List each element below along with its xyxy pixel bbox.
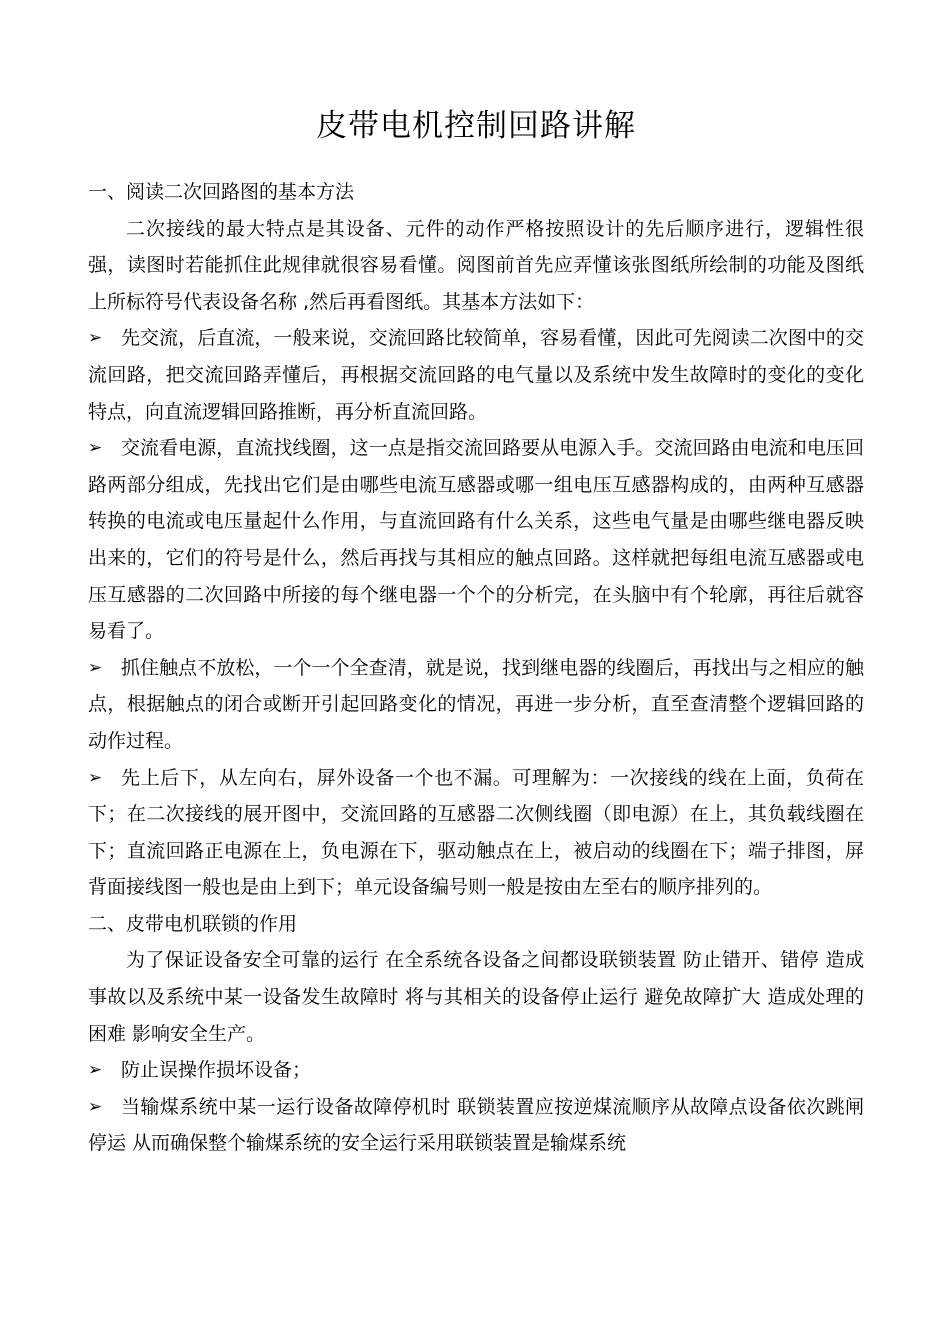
bullet-item: [88, 1052, 864, 1089]
section-heading: 二、皮带电机联锁的作用: [88, 912, 298, 935]
bullet-text: 先上后下，从左向右，屏外设备一个也不漏。可理解为：一次接线的线在上面，负荷在下；在二次接线的展开图中，交流回路的互感器二次侧线圈（即电源）在上，其负载线圈在下；直流回路正电源在上，负电源在下，驱动触点在上，被启动的线圈在下；端子排图，屏背面接线图一般也是由上到下；单元设备编号则一般是按由左至右的顺序排列的。: [88, 766, 864, 899]
bullet-item: [88, 1089, 864, 1162]
arrow-bullet-icon: ➢: [88, 657, 103, 678]
bullet-text: 防止误操作损坏设备；: [121, 1059, 312, 1082]
bullet-text: 交流看电源，直流找线圈，这一点是指交流回路要从电源入手。交流回路由电流和电压回路两部分组成，先找出它们是由哪些电流互感器或哪一组电压互感器构成的，由两种互感器转换的电流或电压量起什么作用，与直流回路有什么关系，这些电气量是由哪些继电器反映出来的，它们的符号是什么，然后再找与其相应的触点回路。这样就把每组电流互感器或电压互感器的二次回路中所接的每个继电器一个个的分析完，在头脑中有个轮廓，再往后就容易看了。: [88, 437, 864, 643]
section-heading: 一、阅读二次回路图的基本方法: [88, 181, 355, 203]
bullet-item: [88, 650, 864, 760]
document-title: 皮带电机控制回路讲解: [316, 108, 636, 144]
bullet-text: 先交流，后直流，一般来说，交流回路比较简单，容易看懂，因此可先阅读二次图中的交流回路，把交流回路弄懂后，再根据交流回路的电气量以及系统中发生故障时的变化的变化特点，向直流逻辑回路推断，再分析直流回路。: [88, 327, 864, 423]
arrow-bullet-icon: ➢: [88, 328, 103, 349]
section-2: [88, 906, 864, 1162]
section-1: [88, 174, 864, 906]
bullet-text: 当输煤系统中某一运行设备故障停机时 联锁装置应按逆煤流顺序从故障点设备依次跳闸停运 从而确保整个输煤系统的安全运行采用联锁装置是输煤系统: [88, 1095, 864, 1155]
arrow-bullet-icon: ➢: [88, 1096, 103, 1117]
arrow-bullet-icon: ➢: [88, 1060, 103, 1081]
bullet-item: [88, 430, 864, 650]
bullet-item: [88, 760, 864, 906]
bullet-text: 抓住触点不放松，一个一个全查清，就是说，找到继电器的线圈后，再找出与之相应的触点，根据触点的闭合或断开引起回路变化的情况，再进一步分析，直至查清整个逻辑回路的动作过程。: [88, 656, 864, 752]
arrow-bullet-icon: ➢: [88, 767, 103, 788]
section-intro-paragraph: 二次接线的最大特点是其设备、元件的动作严格按照设计的先后顺序进行，逻辑性很强，读图时若能抓住此规律就很容易看懂。阅图前首先应弄懂该张图纸所绘制的功能及图纸上所标符号代表设备名称 ,然后再看图纸。其基本方法如下：: [88, 217, 864, 313]
arrow-bullet-icon: ➢: [88, 438, 103, 459]
bullet-item: [88, 320, 864, 430]
section-intro-paragraph: 为了保证设备安全可靠的运行 在全系统各设备之间都设联锁装置 防止错开、错停 造成事故以及系统中某一设备发生故障时 将与其相关的设备停止运行 避免故障扩大 造成处理的困难 影响安全生产。: [88, 949, 864, 1045]
document-page: [88, 100, 864, 1162]
